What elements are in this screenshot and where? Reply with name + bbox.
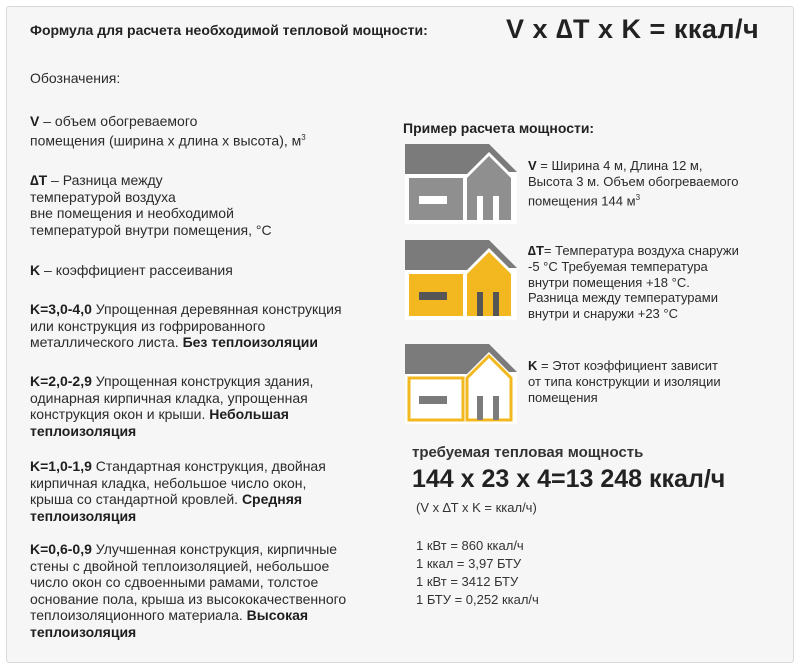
conversion-item: 1 кВт = 860 ккал/ч — [416, 538, 524, 553]
k-item: K=0,6-0,9 Улучшенная конструкция, кирпичные стены с двойной теплоизоляцией, небольшое число окон со сдвоенными рамами, толстое основание пола, крыша из высококачественного теплоизоляционного материала. Высокая теплоизоляция — [30, 541, 347, 640]
example-k: K = Этот коэффициент зависит от типа конструкции и изоляции помещения — [528, 358, 721, 405]
conversion-item: 1 ккал = 3,97 БТУ — [416, 556, 522, 571]
result-value: 144 x 23 x 4=13 248 ккал/ч — [412, 465, 726, 493]
k-symbol: K — [30, 262, 41, 278]
gray-house-icon — [405, 144, 517, 224]
page-title: Формула для расчета необходимой тепловой мощности: — [30, 22, 428, 38]
legend-k: K – коэффициент рассеивания — [30, 262, 233, 278]
k-item: K=3,0-4,0 Упрощенная деревянная конструкция или конструкция из гофрированного металлического листа. Без теплоизоляции — [30, 301, 342, 350]
legend-title: Обозначения: — [30, 70, 121, 86]
unit-conversions — [416, 537, 539, 609]
conversion-item: 1 БТУ = 0,252 ккал/ч — [416, 592, 539, 607]
insulated-house-icon — [405, 344, 517, 424]
v-symbol: V — [30, 113, 40, 129]
dt-symbol: ∆T — [30, 172, 48, 188]
result-label: требуемая тепловая мощность — [412, 444, 644, 461]
main-formula: V x ∆T x K = ккал/ч — [506, 14, 760, 44]
example-dt: ∆T= Температура воздуха снаружи -5 °С Требуемая температура внутри помещения +18 °С. Разница между температурами внутри и снаружи +23 °С — [528, 243, 739, 322]
result-formula: (V x ∆T x K = ккал/ч) — [416, 500, 537, 515]
yellow-house-icon — [405, 240, 517, 320]
example-v: V = Ширина 4 м, Длина 12 м, Высота 3 м. Объем обогреваемого помещения 144 $м^3$ — [528, 158, 739, 208]
legend-v: V – объем обогреваемого помещения (ширина x длина x высота), $м^3$ — [30, 113, 306, 149]
example-title: Пример расчета мощности: — [403, 120, 595, 136]
legend-dt: ∆T – Разница между температурой воздуха вне помещения и необходимой температурой внутри помещения, °С — [30, 172, 272, 238]
k-item: K=1,0-1,9 Стандартная конструкция, двойная кирпичная кладка, небольшое число окон, крыша со стандартной кровлей. Средняя теплоизоляция — [30, 458, 326, 524]
k-item: K=2,0-2,9 Упрощенная конструкция здания, одинарная кирпичная кладка, упрощенная конструкция окон и крыши. Небольшая теплоизоляция — [30, 373, 314, 439]
conversion-item: 1 кВт = 3412 БТУ — [416, 574, 519, 589]
